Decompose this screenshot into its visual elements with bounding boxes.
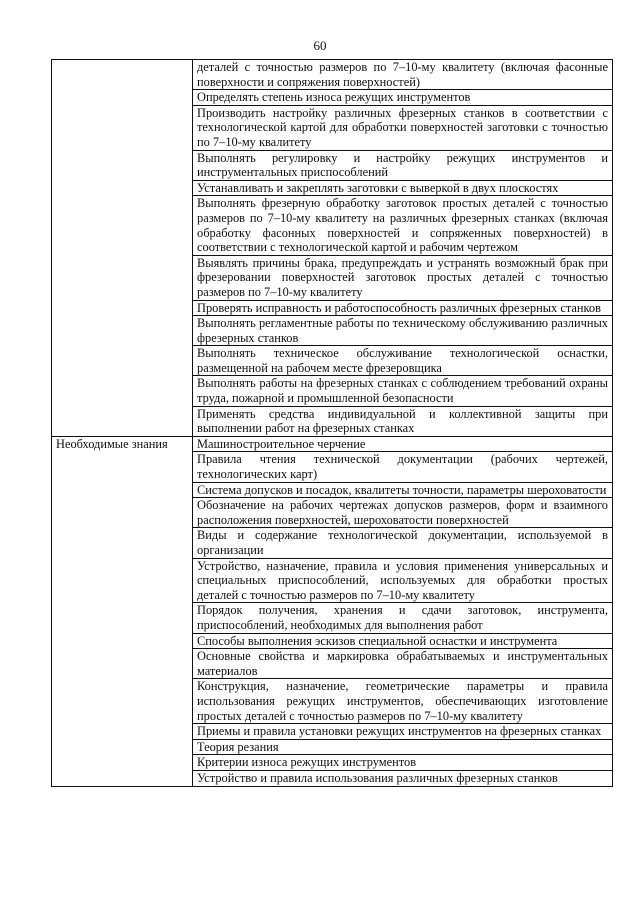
row-text: Применять средства индивидуальной и коллективной защиты при выполнении работ на фрезерных станках	[193, 406, 613, 436]
row-text: Основные свойства и маркировка обрабатываемых и инструментальных материалов	[193, 649, 613, 679]
row-text: Производить настройку различных фрезерных станков в соответствии с технологической картой для обработки поверхностей заготовки с точностью по 7–10-му квалитету	[193, 105, 613, 150]
row-text: Выполнять техническое обслуживание технологической оснастки, размещенной на рабочем месте фрезеровщика	[193, 346, 613, 376]
row-text: Обозначение на рабочих чертежах допусков размеров, форм и взаимного расположения поверхностей, шероховатости поверхностей	[193, 498, 613, 528]
row-text: Устройство и правила использования различных фрезерных станков	[193, 770, 613, 786]
section-label	[52, 60, 193, 437]
row-text: Правила чтения технической документации (рабочих чертежей, технологических карт)	[193, 452, 613, 482]
row-text: Выполнять регулировку и настройку режущих инструментов и инструментальных приспособлений	[193, 150, 613, 180]
row-text: Выполнять работы на фрезерных станках с соблюдением требований охраны труда, пожарной и промышленной безопасности	[193, 376, 613, 406]
row-text: Выполнять фрезерную обработку заготовок простых деталей с точностью размеров по 7–10-му квалитету на различных фрезерных станках (включая обработку фасонных поверхностей и сопряженных поверхностей) в соответствии с технологической картой и рабочим чертежом	[193, 196, 613, 255]
row-text: Определять степень износа режущих инструментов	[193, 90, 613, 106]
row-text: Порядок получения, хранения и сдачи заготовок, инструмента, приспособлений, необходимых для выполнения работ	[193, 603, 613, 633]
row-text: Виды и содержание технологической документации, используемой в организации	[193, 528, 613, 558]
row-text: деталей с точностью размеров по 7–10-му квалитету (включая фасонные поверхности и сопряжения поверхностей)	[193, 60, 613, 90]
row-text: Система допусков и посадок, квалитеты точности, параметры шероховатости	[193, 482, 613, 498]
page-number: 60	[313, 38, 327, 53]
table-row	[52, 436, 613, 452]
knowledge-section	[52, 436, 613, 786]
row-text: Устанавливать и закреплять заготовки с выверкой в двух плоскостях	[193, 180, 613, 196]
skills-section	[52, 60, 613, 437]
row-text: Приемы и правила установки режущих инструментов на фрезерных станках	[193, 724, 613, 740]
section-label: Необходимые знания	[52, 436, 193, 786]
row-text: Машиностроительное черчение	[193, 436, 613, 452]
row-text: Устройство, назначение, правила и условия применения универсальных и специальных приспособлений, используемых для обработки простых деталей с точностью размеров по 7–10-му квалитету	[193, 558, 613, 603]
row-text: Выполнять регламентные работы по техническому обслуживанию различных фрезерных станков	[193, 316, 613, 346]
row-text: Критерии износа режущих инструментов	[193, 755, 613, 771]
row-text: Способы выполнения эскизов специальной оснастки и инструмента	[193, 633, 613, 649]
row-text: Конструкция, назначение, геометрические параметры и правила использования режущих инструментов, обеспечивающих изготовление простых деталей с точностью размеров по 7–10-му квалитету	[193, 679, 613, 724]
requirements-table	[51, 59, 613, 787]
table-row	[52, 60, 613, 90]
row-text: Выявлять причины брака, предупреждать и устранять возможный брак при фрезеровании поверхностей заготовок простых деталей с точностью размеров по 7–10-му квалитету	[193, 255, 613, 300]
row-text: Проверять исправность и работоспособность различных фрезерных станков	[193, 300, 613, 316]
row-text: Теория резания	[193, 739, 613, 755]
